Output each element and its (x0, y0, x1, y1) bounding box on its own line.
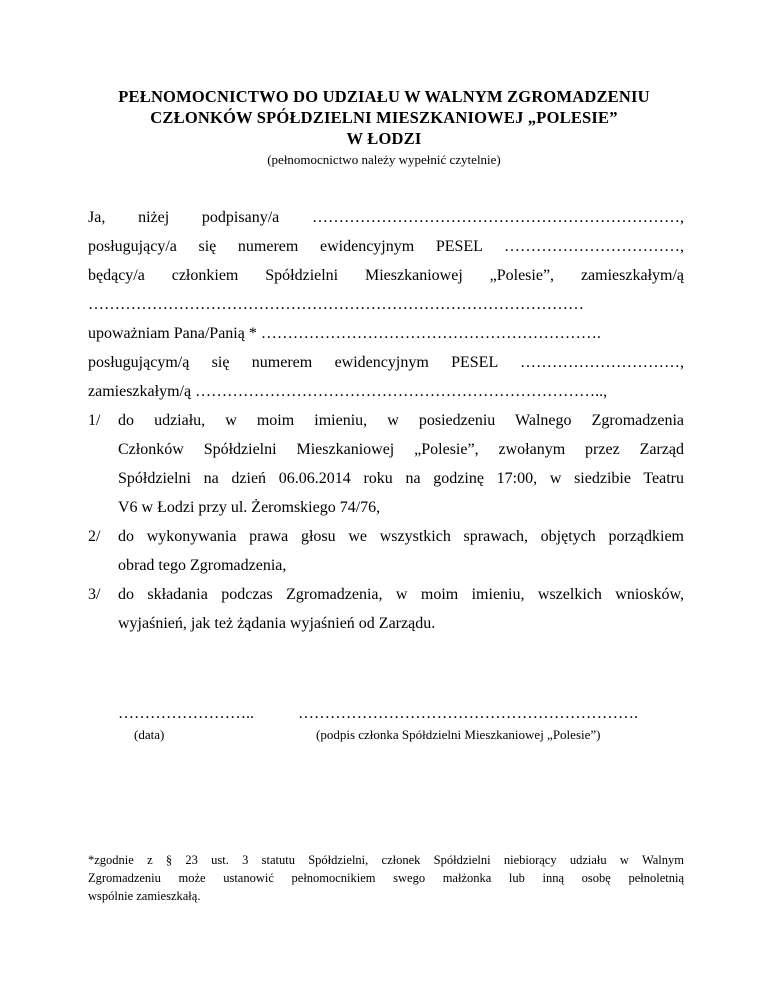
footnote-line-1: *zgodnie z § 23 ust. 3 statutu Spółdzielni, członek Spółdzielni niebiorący udziału w Walnym (88, 853, 684, 867)
date-label: (data) (134, 727, 165, 742)
body-line-authorize: upoważniam Pana/Panią * ………………………………………………………. (88, 325, 601, 342)
footnote-line-2: Zgromadzeniu może ustanowić pełnomocnikiem swego małżonka lub inną osobę pełnoletnią (88, 871, 684, 885)
body-line-signatory: Ja, niżej podpisany/a ……………………………………………………………, (88, 209, 684, 226)
item-1-line-2: Członków Spółdzielni Mieszkaniowej „Polesie”, zwołanym przez Zarząd (118, 441, 684, 458)
body-line-proxy-address: zamieszkałym/ą ………………………………………………………………….., (88, 383, 608, 400)
fill-instruction-note: (pełnomocnictwo należy wypełnić czytelnie) (267, 152, 501, 167)
body-line-member: będący/a członkiem Spółdzielni Mieszkaniowej „Polesie”, zamieszkałym/ą (88, 267, 684, 284)
document-title-line-2: CZŁONKÓW SPÓŁDZIELNI MIESZKANIOWEJ „POLESIE” (150, 108, 618, 127)
item-3-line-2: wyjaśnień, jak też żądania wyjaśnień od Zarządu. (118, 615, 436, 632)
document-title-line-3: W ŁODZI (346, 129, 422, 148)
signature-field: ………………………………………………………. (298, 705, 638, 722)
body-line-proxy-pesel: posługującym/ą się numerem ewidencyjnym PESEL …………………………, (88, 354, 684, 371)
item-number-2: 2/ (88, 528, 101, 545)
item-2-line-2: obrad tego Zgromadzenia, (118, 557, 287, 574)
item-1-line-4: V6 w Łodzi przy ul. Żeromskiego 74/76, (118, 499, 381, 516)
item-1-line-1: do udziału, w moim imieniu, w posiedzeniu Walnego Zgromadzenia (118, 412, 684, 429)
document-title-line-1: PEŁNOMOCNICTWO DO UDZIAŁU W WALNYM ZGROMADZENIU (118, 87, 650, 106)
item-2-line-1: do wykonywania prawa głosu we wszystkich sprawach, objętych porządkiem (118, 528, 684, 545)
item-number-3: 3/ (88, 586, 101, 603)
item-1-line-3: Spółdzielni na dzień 06.06.2014 roku na godzinę 17:00, w siedzibie Teatru (118, 470, 684, 487)
item-3-line-1: do składania podczas Zgromadzenia, w moim imieniu, wszelkich wniosków, (118, 586, 684, 603)
body-line-address-dots: ………………………………………………………………………………… (88, 296, 584, 313)
footnote-line-3: wspólnie zamieszkałą. (88, 889, 201, 903)
signature-label: (podpis członka Spółdzielni Mieszkaniowej „Polesie”) (316, 727, 601, 742)
body-line-pesel: posługujący/a się numerem ewidencyjnym PESEL ……………………………, (88, 238, 684, 255)
date-field: …………………….. (118, 705, 254, 722)
item-number-1: 1/ (88, 412, 101, 429)
